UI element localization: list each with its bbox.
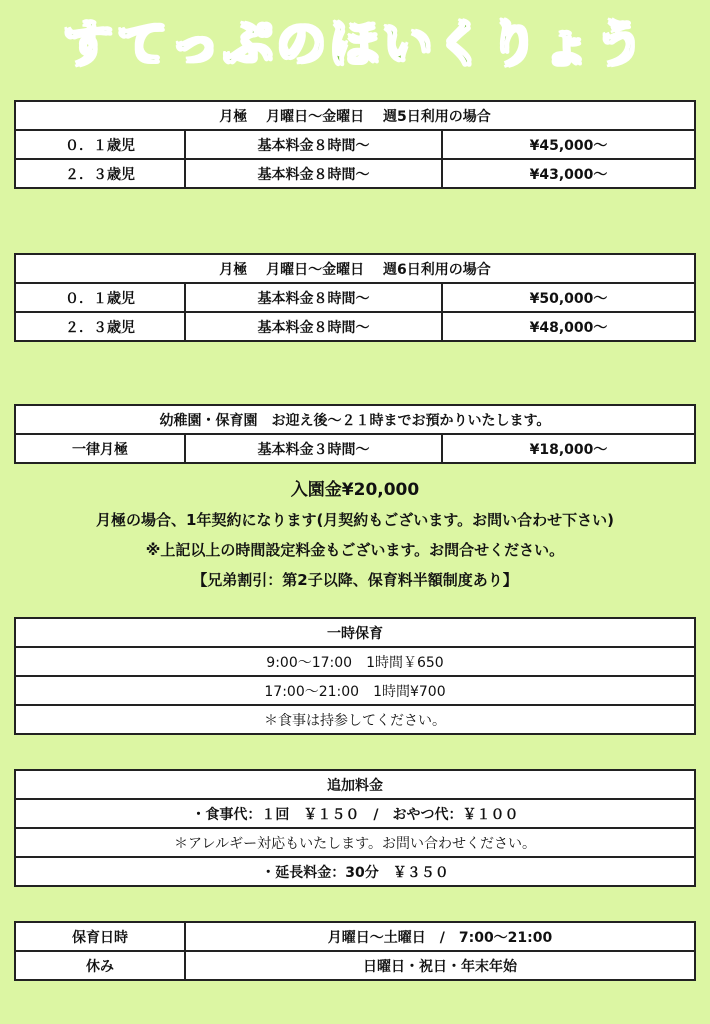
age-cell: ２．３歳児: [15, 159, 185, 188]
schedule-value: 月曜日～土曜日 / 7:00～21:00: [185, 922, 695, 951]
price-cell: ¥45,000～: [442, 130, 695, 159]
schedule-label: 保育日時: [15, 922, 185, 951]
sibling-discount-note: 【兄弟割引：第2子以降、保育料半額制度あり】: [192, 571, 518, 589]
price-cell: ¥43,000～: [442, 159, 695, 188]
basis-cell: 基本料金８時間～: [185, 159, 442, 188]
table-row: [15, 799, 695, 828]
price-cell: ¥50,000～: [442, 283, 695, 312]
table-header: 月極 月曜日～金曜日 週6日利用の場合: [15, 254, 695, 283]
price-cell: ¥48,000～: [442, 312, 695, 341]
table-row: [15, 312, 695, 341]
monthly-5day-table: [14, 100, 696, 189]
allergy-note: ＊アレルギー対応もいたします。お問い合わせください。: [15, 828, 695, 857]
basis-cell: 基本料金８時間～: [185, 130, 442, 159]
age-cell: ０．１歳児: [15, 130, 185, 159]
age-cell: ０．１歳児: [15, 283, 185, 312]
table-row: [15, 857, 695, 886]
age-cell: ２．３歳児: [15, 312, 185, 341]
evening-rate: 17:00～21:00 1時間¥700: [15, 676, 695, 705]
monthly-6day-table: [14, 253, 696, 342]
holiday-value: 日曜日・祝日・年末年始: [185, 951, 695, 980]
notes-block: [0, 475, 710, 595]
basis-cell: 基本料金３時間～: [185, 434, 442, 463]
basis-cell: 基本料金８時間～: [185, 312, 442, 341]
table-row: [15, 922, 695, 951]
table-header: 幼稚園・保育園 お迎え後～２１時までお預かりいたします。: [15, 405, 695, 434]
table-row: [15, 676, 695, 705]
enrollment-fee: 入園金¥20,000: [290, 480, 420, 500]
basis-cell: 基本料金８時間～: [185, 283, 442, 312]
holiday-label: 休み: [15, 951, 185, 980]
meal-note: ＊食事は持参してください。: [15, 705, 695, 734]
daytime-rate: 9:00～17:00 1時間￥650: [15, 647, 695, 676]
table-header: 月極 月曜日～金曜日 週5日利用の場合: [15, 101, 695, 130]
table-row: [15, 159, 695, 188]
table-row: [15, 434, 695, 463]
table-row: [15, 283, 695, 312]
price-cell: ¥18,000～: [442, 434, 695, 463]
page-title: すてっぷのほいくりょう: [62, 15, 648, 73]
temporary-care-table: [14, 617, 696, 735]
extension-fee: ・延長料金：30分 ￥３５０: [15, 857, 695, 886]
table-header: 追加料金: [15, 770, 695, 799]
schedule-table: [14, 921, 696, 981]
table-row: [15, 951, 695, 980]
afterschool-table: [14, 404, 696, 464]
table-header: 一時保育: [15, 618, 695, 647]
table-row: [15, 705, 695, 734]
time-setting-note: ※上記以上の時間設定料金もございます。お問合せください。: [145, 541, 565, 559]
table-row: [15, 647, 695, 676]
table-row: [15, 130, 695, 159]
extra-fees-table: [14, 769, 696, 887]
contract-note: 月極の場合、1年契約になります(月契約もございます。お問い合わせ下さい): [96, 511, 614, 529]
meal-fee: ・食事代：１回 ￥１５０ / おやつ代：￥１００: [15, 799, 695, 828]
age-cell: 一律月極: [15, 434, 185, 463]
table-row: [15, 828, 695, 857]
